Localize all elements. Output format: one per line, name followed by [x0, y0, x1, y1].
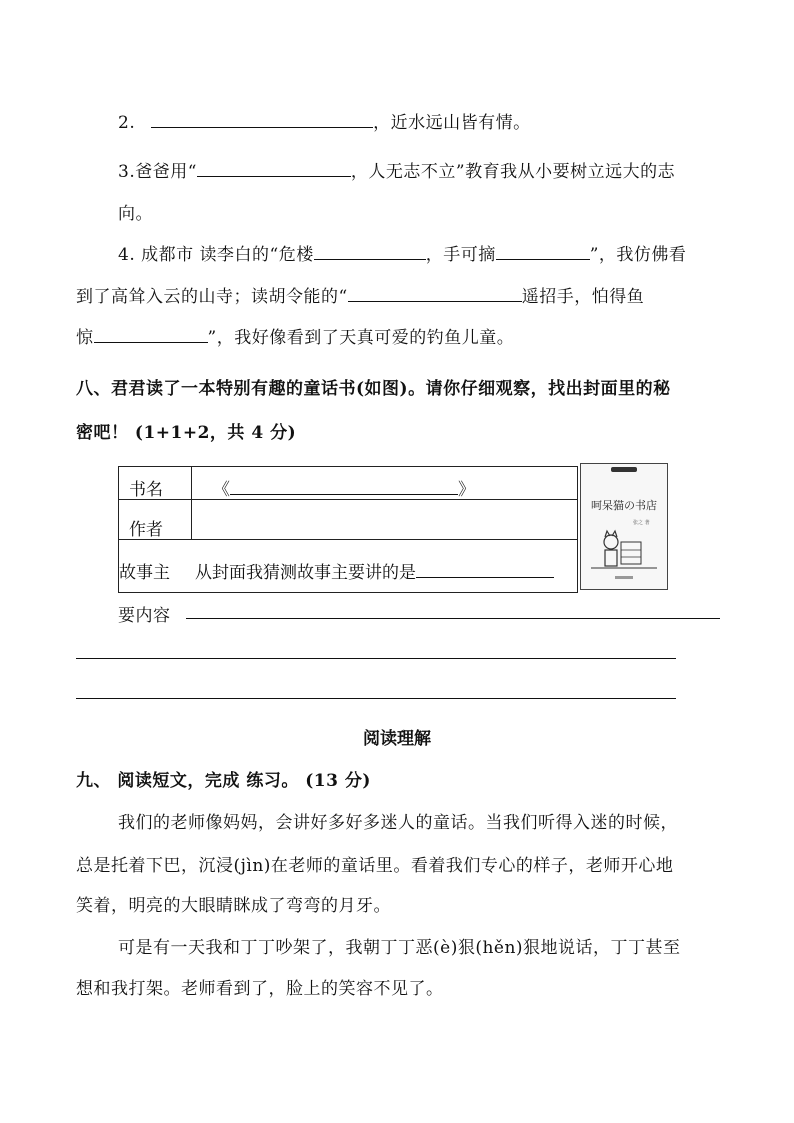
- book-info-table: [118, 466, 578, 593]
- poem-text: 3.爸爸用“: [118, 162, 197, 182]
- poem-text: 4. 成都市 读李白的“危楼: [118, 245, 314, 265]
- fill-line-5: [76, 282, 644, 307]
- story-guess-text: 从封面我猜测故事主要讲的是: [195, 563, 416, 583]
- item-number: 2.: [118, 113, 136, 133]
- book-name-blank[interactable]: [230, 476, 458, 495]
- label-main-content: 要内容: [118, 606, 171, 626]
- answer-line[interactable]: [76, 698, 676, 699]
- answer-blank[interactable]: [197, 158, 351, 177]
- poem-text: ，手可摘: [425, 245, 496, 265]
- book-name-field: [213, 475, 475, 500]
- section9-title: 九、 阅读短文，完成 练习。 (13 分): [76, 771, 371, 791]
- passage-line: 可是有一天我和丁丁吵架了，我朝丁丁恶(è)狠(hěn)狠地说话，丁丁甚至: [118, 938, 681, 958]
- fill-line-2: [118, 108, 531, 133]
- poem-text: ，近水远山皆有情。: [373, 113, 531, 133]
- table-divider: [119, 539, 577, 540]
- poem-text: ，人无志不立”教育我从小要树立远大的志: [350, 162, 676, 182]
- fill-line-4: [118, 240, 686, 265]
- section8-title-cont: 密吧！ (1+1+2，共 4 分): [76, 423, 297, 443]
- story-guess-blank[interactable]: [416, 559, 554, 578]
- answer-blank[interactable]: [151, 109, 373, 128]
- reading-heading: 阅读理解: [363, 729, 431, 749]
- poem-text: ”，我仿佛看: [589, 245, 687, 265]
- poem-text: 到了高耸入云的山寺；读胡令能的“: [76, 287, 348, 307]
- label-author: 作者: [129, 520, 163, 540]
- answer-line[interactable]: [76, 658, 676, 659]
- answer-blank[interactable]: [348, 283, 522, 302]
- passage-line: 笑着，明亮的大眼睛眯成了弯弯的月牙。: [76, 896, 391, 916]
- passage-line: 想和我打架。老师看到了，脸上的笑容不见了。: [76, 979, 444, 999]
- label-story-main: 故事主: [119, 563, 170, 583]
- passage-line: 总是托着下巴，沉浸(jìn)在老师的童话里。看着我们专心的样子，老师开心地: [76, 856, 674, 876]
- cover-author: 张之 著: [633, 520, 650, 526]
- book-cover-image: [580, 463, 668, 590]
- table-divider: [191, 467, 192, 539]
- answer-blank[interactable]: [94, 324, 208, 343]
- poem-text: 向。: [118, 204, 153, 224]
- poem-text: 遥招手，怕得鱼: [521, 287, 645, 307]
- label-book-name: 书名: [129, 480, 163, 500]
- passage-line: 我们的老师像妈妈，会讲好多好多迷人的童话。当我们听得入迷的时候，: [118, 813, 678, 833]
- cover-title: 呵呆猫の书店: [591, 499, 657, 512]
- section8-title: 八、君君读了一本特别有趣的童话书(如图)。请你仔细观察，找出封面里的秘: [76, 379, 671, 399]
- fill-line-6: [76, 323, 514, 348]
- book-cover-illustration: [581, 464, 667, 589]
- author-field[interactable]: [199, 507, 569, 533]
- answer-line[interactable]: [186, 618, 720, 619]
- answer-blank[interactable]: [496, 241, 590, 260]
- story-guess: [195, 558, 554, 583]
- book-bracket-close: 》: [458, 480, 475, 500]
- book-bracket-open: 《: [213, 480, 230, 500]
- poem-text: 惊: [76, 328, 94, 348]
- cover-tab: [611, 467, 637, 472]
- fill-line-3-cont: [118, 199, 153, 224]
- fill-line-3: [118, 157, 675, 182]
- poem-text: ”，我好像看到了天真可爱的钓鱼儿童。: [207, 328, 515, 348]
- answer-blank[interactable]: [314, 241, 426, 260]
